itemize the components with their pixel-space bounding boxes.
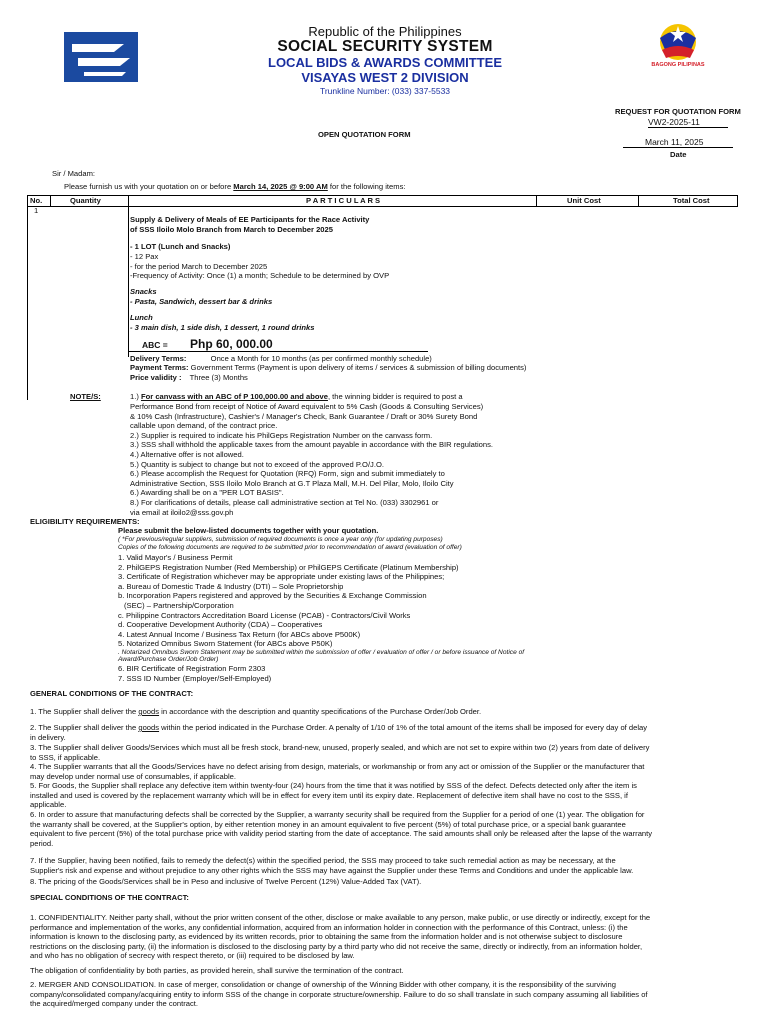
special-conditions-title: SPECIAL CONDITIONS OF THE CONTRACT: (30, 893, 189, 902)
requirement-item: 1. Valid Mayor's / Business Permit (118, 553, 233, 562)
intro-text: Please furnish us with your quotation on or before March 14, 2025 @ 9:00 AM for the following items: (64, 182, 406, 191)
abc-label: ABC = (142, 340, 168, 350)
requirement-item: 2. PhilGEPS Registration Number (Red Membership) or PhilGEPS Certificate (Platinum Membership) (118, 562, 459, 572)
general-condition-2: 2. The Supplier shall deliver the goods within the period indicated in the Purchase Order. A penalty of 1/10 of 1% of the total amount of the items shall be imposed for every day of delay in delivery. (30, 723, 648, 742)
eligibility-title: ELIGIBILITY REQUIREMENTS: (30, 517, 140, 526)
general-condition-3: 3. The Supplier shall deliver Goods/Services which must all be fresh stock, brand-new, unused, properly sealed, and which are not set to expire within two (2) years from date of delivery to SSS, if applicable. (30, 743, 650, 762)
snacks-desc: - Pasta, Sandwich, dessert bar & drinks (130, 297, 273, 306)
note-line: & 10% Cash (Infrastructure), Cashier's / Manager's Check, Bank Guarantee / Draft or 30% Surety Bond (130, 411, 478, 421)
note-line: callable upon demand, of the contract price. (130, 421, 278, 431)
payment-terms: Payment Terms: Government Terms (Payment is upon delivery of items / services & submission of billing documents) (130, 363, 527, 372)
general-condition-1: 1. The Supplier shall deliver the goods in accordance with the description and quantity specifications of the Purchase Order/Job Order. (30, 707, 482, 716)
rfq-form-number: VW2-2025-11 (648, 117, 728, 128)
omnibus-note1: . Notarized Omnibus Sworn Statement may be submitted within the submission of offer / evaluation of offer / or before issuance of Notice of (118, 649, 525, 656)
abc-value: Php 60, 000.00 (190, 337, 273, 351)
rfq-form-title: REQUEST FOR QUOTATION FORM (615, 107, 741, 116)
item-number: 1 (34, 206, 39, 215)
general-condition-6: 6. In order to assure that manufacturing defects shall be corrected by the Supplier, a warranty security shall be required from the Supplier for a period of one (1) year. The obligation for the warranty shall be covered, at the Supplier's option, by either retention money in an amount equivalent to five percent (5%) of total purchase price, or a special bank guarantee equivalent to five percent (5%) of the total purchase price with validity period starting from the date of acceptance. The said amounts shall only be released after the lapse of the warranty period. (30, 810, 653, 848)
committee-heading: LOCAL BIDS & AWARDS COMMITTEE (268, 55, 502, 70)
note-line: 8.) For clarifications of details, please call administrative section at Tel No. (033) 3302961 or (130, 497, 439, 507)
note-line: 4.) Alternative offer is not allowed. (130, 449, 244, 459)
note-line: 5.) Quantity is subject to change but not to exceed of the approved P.O/J.O. (130, 459, 384, 469)
item-lot: - 1 LOT (Lunch and Snacks) (130, 242, 231, 251)
omnibus-note2: Award/Purchase Order/Job Order) (118, 656, 219, 663)
requirement-item: 5. Notarized Omnibus Sworn Statement (for ABCs above P50K) (118, 639, 333, 649)
date-underline (623, 147, 733, 148)
item-frequency: -Frequency of Activity: Once (1) a month; Schedule to be determined by OVP (130, 271, 390, 280)
eligibility-list-2 (118, 664, 271, 683)
requirement-item: b. Incorporation Papers registered and approved by the Securities & Exchange Commission (118, 591, 427, 601)
delivery-terms: Delivery Terms: Once a Month for 10 months (as per confirmed monthly schedule) (130, 354, 432, 363)
item-period: - for the period March to December 2025 (130, 262, 268, 271)
col-header-unit-cost: Unit Cost (567, 196, 601, 205)
price-validity: Price validity : Three (3) Months (130, 373, 248, 382)
division-heading: VISAYAS WEST 2 DIVISION (301, 70, 469, 85)
note-line: 6.) Please accomplish the Request for Quotation (RFQ) Form, sign and submit immediately to (130, 469, 445, 479)
requirement-item: 4. Latest Annual Income / Business Tax Return (for ABCs above P500K) (118, 629, 361, 639)
note-line: Administrative Section, SSS Iloilo Molo Branch at G.T Plaza Mall, M.H. Del Pilar, Molo, Iloilo City (130, 478, 454, 488)
note-line: Performance Bond from receipt of Notice of Award equivalent to 5% Cash (Goods & Consulting Services) (130, 402, 484, 411)
col-header-particulars: P A R T I C U L A R S (306, 196, 381, 205)
general-condition-8: 8. The pricing of the Goods/Services shall be in Peso and inclusive of Twelve Percent (12%) Value-Added Tax (VAT). (30, 877, 422, 886)
general-conditions-title: GENERAL CONDITIONS OF THE CONTRACT: (30, 689, 194, 698)
requirement-item: (SEC) – Partnership/Corporation (124, 600, 234, 610)
general-condition-5: 5. For Goods, the Supplier shall replace any defective item within twenty-four (24) hours from the time that it was notified by SSS of the defect. Defects detected only after the item is installed and used is covered by the replacement warranty which will be in effect for every item until its expiry date. Replacement of defective item shall have no cost to the SSS, if applicable. (30, 781, 637, 810)
note-1: 1.) For canvass with an ABC of P 100,000.00 and above, the winning bidder is required to post a (130, 392, 463, 401)
col-header-no: No. (30, 196, 43, 205)
note-line: via email at iloilo2@sss.gov.ph (130, 507, 234, 517)
requirement-item: d. Cooperative Development Authority (CDA) – Cooperatives (118, 620, 323, 630)
special-condition-2: 2. MERGER AND CONSOLIDATION. In case of merger, consolidation or change of ownership of the Winning Bidder with other company, it is the responsibility of the surviving company/consolidated company/acquiring entity to inform SSS of the change in corporate structure/ownership. Failure to do so shall translate in such company assuming all liabilities of the acquired/merged company under the contract. (30, 980, 648, 1009)
snacks-label: Snacks (130, 287, 157, 296)
general-condition-4: 4. The Supplier warrants that all the Goods/Services have no defect arising from design, materials, or workmanship or from any act or omission of the Supplier or the manufacturer that may develop under normal use of consumables, if applicable. (30, 762, 645, 781)
eligibility-subtitle: Please submit the below-listed documents together with your quotation. (118, 526, 379, 535)
eligibility-note2: Copies of the following documents are required to be submitted prior to recommendation of award (evaluation of offer) (118, 544, 462, 551)
salutation: Sir / Madam: (52, 169, 96, 178)
republic-heading: Republic of the Philippines (308, 24, 462, 39)
confidentiality-survival: The obligation of confidentiality by both parties, as provided herein, shall survive the termination of the contract. (30, 966, 404, 975)
general-condition-7: 7. If the Supplier, having been notified, fails to remedy the defect(s) within the specified period, the SSS may proceed to take such remedial action as may be necessary, at the Supplier's risk and expense and without prejudice to any other rights which the SSS may have against the Supplier under these Terms and Conditions and under the applicable law. (30, 856, 634, 875)
note-line: 2.) Supplier is required to indicate his PhilGeps Registration Number on the canvass form. (130, 430, 433, 440)
notes-label: NOTE/S: (70, 392, 101, 401)
item-pax: - 12 Pax (130, 252, 159, 261)
requirement-item: 6. BIR Certificate of Registration Form 2303 (118, 664, 266, 673)
date-label: Date (670, 150, 687, 159)
agency-heading: SOCIAL SECURITY SYSTEM (277, 38, 493, 55)
quotation-deadline: March 14, 2025 @ 9:00 AM (233, 182, 328, 191)
requirement-item: 3. Certificate of Registration whichever may be appropriate under existing laws of the Philippines; (118, 572, 445, 582)
requirement-item: c. Philippine Contractors Accreditation Board License (PCAB) - Contractors/Civil Works (118, 610, 411, 620)
note-line: 3.) SSS shall withhold the applicable taxes from the amount payable in accordance with the BIR regulations. (130, 440, 494, 450)
requirement-item: a. Bureau of Domestic Trade & Industry (DTI) – Sole Proprietorship (118, 581, 344, 591)
item-title-line2: of SSS Iloilo Molo Branch from March to December 2025 (130, 225, 333, 234)
special-condition-1: 1. CONFIDENTIALITY. Neither party shall, without the prior written consent of the other, disclose or make available to any person, make public, or use directly or indirectly, except for the performance and implementation of the works, any confidential information, acquired from an information holder in connection with the performance of this Contract, unless: (i) the information is known to the disclosing party, as evidenced by its written records, prior to obtaining the same from the information holder and is not otherwise subject to disclosure restrictions on the disclosing party, (ii) the information is disclosed to the disclosing party by a third party who did not receive the same, directly or indirectly, from an information holder, and who has no obligation of secrecy with respect thereto, or (iii) required to be disclosed by law. (30, 913, 651, 961)
eligibility-note1: ( *For previous/regular suppliers, submission of required documents is once a year only (for updating purposes) (118, 536, 443, 543)
requirement-item: 7. SSS ID Number (Employer/Self-Employed) (118, 673, 272, 683)
bagong-pilipinas-text: BAGONG PILIPINAS (651, 62, 705, 68)
col-header-total-cost: Total Cost (673, 196, 710, 205)
trunkline-text: Trunkline Number: (033) 337-5533 (319, 86, 451, 96)
eligibility-list (118, 553, 459, 649)
lunch-desc: - 3 main dish, 1 side dish, 1 dessert, 1 round drinks (130, 323, 315, 332)
item-title-line1: Supply & Delivery of Meals of EE Participants for the Race Activity (130, 215, 370, 224)
col-header-quantity: Quantity (70, 196, 101, 205)
notes-list (130, 402, 600, 517)
open-quotation-title: OPEN QUOTATION FORM (318, 130, 411, 139)
note-line: 6.) Awarding shall be on a "PER LOT BASIS". (130, 488, 284, 498)
rfq-date: March 11, 2025 (645, 137, 704, 147)
lunch-label: Lunch (130, 313, 153, 322)
